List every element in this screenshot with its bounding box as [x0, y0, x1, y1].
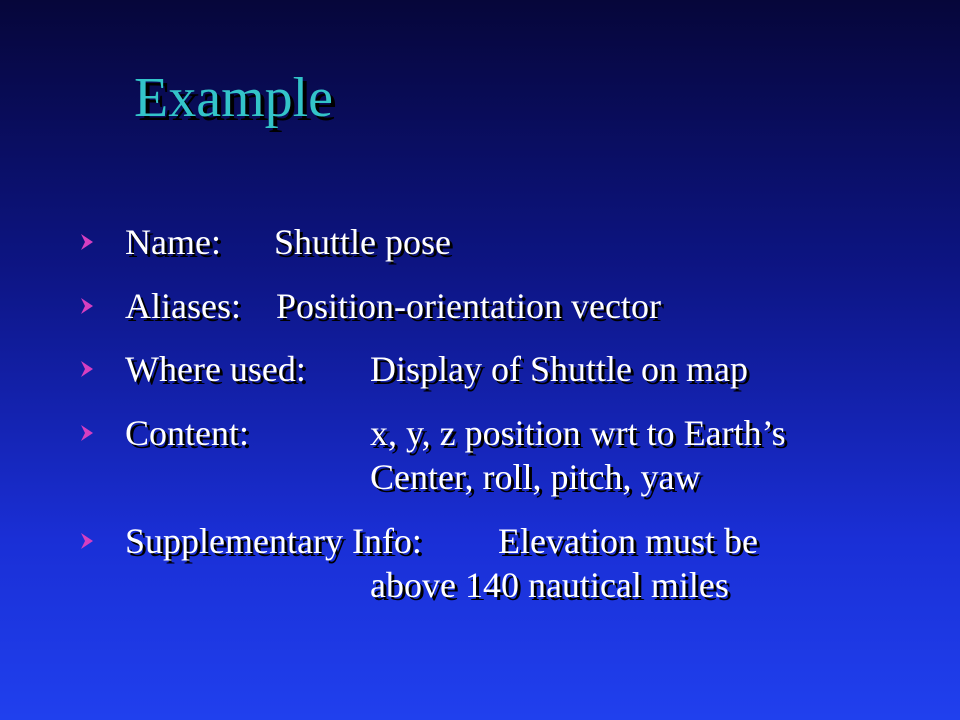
bullet-term: Aliases:	[125, 286, 241, 326]
pink-arrow-bullet-icon	[80, 423, 94, 443]
value-line: x, y, z position wrt to Earth’s	[370, 413, 786, 453]
bullet-term: Content:	[125, 413, 249, 453]
value-line: Display of Shuttle on map	[370, 349, 748, 389]
pink-arrow-bullet-icon	[80, 531, 94, 551]
value-line: above 140 nautical miles	[370, 565, 729, 605]
bullet-term: Name:	[125, 222, 221, 262]
value-line: Elevation must be	[498, 521, 758, 561]
bullet-value	[274, 220, 451, 264]
pink-arrow-bullet-icon	[80, 232, 94, 252]
value-line: Shuttle pose	[274, 222, 451, 262]
bullet-value	[370, 347, 748, 391]
slide-title: Example	[134, 67, 334, 129]
bullet-value	[276, 284, 661, 328]
pink-arrow-bullet-icon	[80, 296, 94, 316]
value-line: Position-orientation vector	[276, 286, 661, 326]
pink-arrow-bullet-icon	[80, 359, 94, 379]
bullet-term: Supplementary Info:	[125, 521, 422, 561]
bullet-value	[370, 411, 786, 499]
bullet-value	[498, 519, 758, 563]
bullet-term: Where used:	[125, 349, 306, 389]
bullet-value-continued	[370, 563, 729, 607]
value-line: Center, roll, pitch, yaw	[370, 457, 701, 497]
